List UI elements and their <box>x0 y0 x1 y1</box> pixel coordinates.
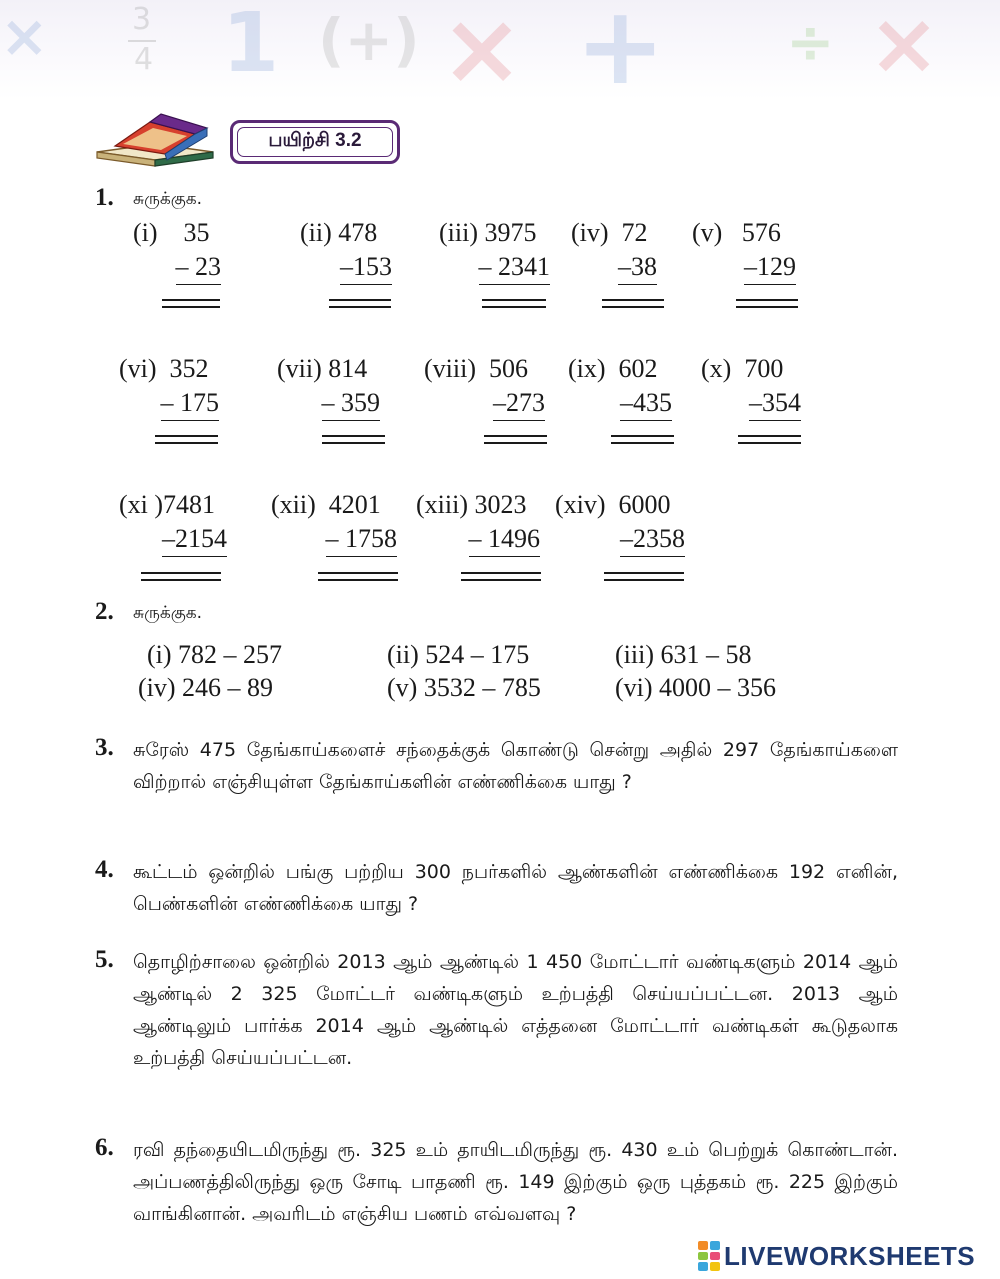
subtraction-problem <box>555 488 685 557</box>
expression-tag: (ii) <box>387 640 419 669</box>
banner-symbol: (+) <box>318 6 420 74</box>
problem-tag: (ix) <box>568 354 606 383</box>
problem-subtrahend: – 359 <box>322 386 381 421</box>
problem-minuend: 602 <box>618 354 658 383</box>
problem-minuend: 7481 <box>163 490 216 519</box>
expression-tag: (iii) <box>615 640 654 669</box>
problem-tag: (vi) <box>119 354 157 383</box>
exercise-badge <box>230 120 400 164</box>
problem-subtrahend: –129 <box>744 250 796 285</box>
expression-tag: (v) <box>387 673 418 702</box>
problem-subtrahend: – 2341 <box>479 250 551 285</box>
word-problem-text: சுரேஸ் 475 தேங்காய்களைச் சந்தைக்குக் கொண்டு சென்று அதில் 297 தேங்காய்களை விற்றால் எஞ்சியுள்ள தேங்காய்களின் எண்ணிக்கை யாது ? <box>133 739 898 793</box>
problem-tag: (xii) <box>271 490 316 519</box>
problem-minuend: 352 <box>169 354 209 383</box>
subtraction-problem <box>133 216 221 285</box>
expression-tag: (vi) <box>615 673 653 702</box>
subtraction-problem <box>416 488 540 557</box>
expression-item <box>615 640 752 670</box>
problem-minuend: 3975 <box>484 218 537 247</box>
answer-line <box>155 435 218 444</box>
subtraction-problem <box>271 488 397 557</box>
banner-symbol: × <box>868 0 941 94</box>
problem-tag: (xiv) <box>555 490 606 519</box>
subtraction-problem <box>424 352 545 421</box>
subtraction-problem <box>300 216 392 285</box>
problem-minuend: 478 <box>338 218 378 247</box>
problem-minuend: 506 <box>489 354 528 383</box>
problem-subtrahend: –2358 <box>620 522 685 557</box>
answer-line <box>604 572 684 581</box>
answer-line <box>329 299 391 308</box>
subtraction-problem <box>439 216 550 285</box>
answer-line <box>162 299 220 308</box>
banner-symbol: + <box>575 0 666 100</box>
question-number: 3. <box>95 734 114 761</box>
banner-symbol: × <box>440 0 524 100</box>
problem-minuend: 35 <box>183 218 210 247</box>
problem-tag: (iv) <box>571 218 609 247</box>
banner-symbol: ÷ <box>786 8 835 76</box>
problem-subtrahend: –435 <box>620 386 672 421</box>
answer-line <box>484 435 547 444</box>
expression: 782 – 257 <box>178 640 283 669</box>
subtraction-problem <box>277 352 380 421</box>
problem-subtrahend: –38 <box>618 250 657 285</box>
problem-tag: (viii) <box>424 354 476 383</box>
problem-tag: (xiii) <box>416 490 468 519</box>
decorative-banner <box>0 0 1000 100</box>
math-symbols-icon: × <box>0 2 49 70</box>
expression: 4000 – 356 <box>659 673 777 702</box>
question-number: 6. <box>95 1134 114 1161</box>
problem-minuend: 72 <box>621 218 648 247</box>
answer-line <box>141 572 221 581</box>
fraction-bottom: 4 <box>134 42 154 77</box>
expression-item <box>147 640 282 670</box>
question-number: 2. <box>95 598 114 625</box>
problem-subtrahend: –273 <box>493 386 545 421</box>
expression-item <box>387 640 529 670</box>
answer-line <box>482 299 546 308</box>
exercise-badge-label: பயிற்சி 3.2 <box>237 127 393 157</box>
problem-subtrahend: – 23 <box>176 250 222 285</box>
books-icon <box>95 110 215 170</box>
problem-tag: (iii) <box>439 218 478 247</box>
answer-line <box>738 435 801 444</box>
question-number: 5. <box>95 946 114 973</box>
question-instruction: சுருக்குக. <box>133 603 203 623</box>
expression-tag: (iv) <box>138 673 176 702</box>
problem-subtrahend: –153 <box>340 250 392 285</box>
word-problem-text: தொழிற்சாலை ஒன்றில் 2013 ஆம் ஆண்டில் 1 450 மோட்டார் வண்டிகளும் 2014 ஆம் ஆண்டில் 2 325 மோட்டர் வண்டிகளும் உற்பத்தி செய்யப்பட்டன. 2013 ஆம் ஆண்டிலும் பார்க்க 2014 ஆம் ஆண்டில் எத்தனை மோட்டார் வண்டிகள் கூடுதலாக உற்பத்தி செய்யப்பட்டன. <box>133 951 898 1069</box>
question-number: 4. <box>95 856 114 883</box>
subtraction-problem <box>692 216 796 285</box>
subtraction-problem <box>571 216 657 285</box>
expression-item <box>138 673 273 703</box>
expression: 3532 – 785 <box>423 673 541 702</box>
answer-line <box>602 299 664 308</box>
problem-subtrahend: – 1496 <box>469 522 541 557</box>
answer-line <box>318 572 398 581</box>
expression: 631 – 58 <box>660 640 752 669</box>
subtraction-problem <box>568 352 672 421</box>
problem-tag: (v) <box>692 218 723 247</box>
logo-text: LIVEWORKSHEETS <box>724 1240 976 1271</box>
question-number: 1. <box>95 184 114 211</box>
problem-tag: (x) <box>701 354 732 383</box>
problem-minuend: 4201 <box>328 490 381 519</box>
problem-minuend: 3023 <box>474 490 527 519</box>
expression-item <box>387 673 541 703</box>
problem-subtrahend: –2154 <box>162 522 227 557</box>
problem-minuend: 700 <box>744 354 784 383</box>
liveworksheets-logo-icon <box>698 1241 720 1271</box>
problem-tag: (ii) <box>300 218 332 247</box>
subtraction-problem <box>701 352 801 421</box>
fraction-top: 3 <box>132 2 152 37</box>
subtraction-problem <box>119 352 219 421</box>
problem-tag: (vii) <box>277 354 322 383</box>
answer-line <box>322 435 385 444</box>
liveworksheets-logo <box>698 1236 975 1276</box>
problem-subtrahend: –354 <box>749 386 801 421</box>
answer-line <box>461 572 541 581</box>
problem-tag: (xi ) <box>119 490 164 519</box>
word-problem-text: ரவி தந்தையிடமிருந்து ரூ. 325 உம் தாயிடமிருந்து ரூ. 430 உம் பெற்றுக் கொண்டான். அப்பணத்திலிருந்து ஒரு சோடி பாதணி ரூ. 149 இற்கும் ஒரு புத்தகம் ரூ. 225 இற்கும் வாங்கினான். அவரிடம் எஞ்சிய பணம் எவ்வளவு ? <box>133 1139 898 1225</box>
problem-tag: (i) <box>133 218 158 247</box>
question-instruction: சுருக்குக. <box>133 189 203 209</box>
expression: 246 – 89 <box>182 673 274 702</box>
answer-line <box>736 299 798 308</box>
word-problem-text: கூட்டம் ஒன்றில் பங்கு பற்றிய 300 நபர்களில் ஆண்களின் எண்ணிக்கை 192 எனின், பெண்களின் எண்ணிக்கை யாது ? <box>133 861 898 915</box>
expression: 524 – 175 <box>425 640 530 669</box>
banner-symbol: 1 <box>222 0 280 91</box>
subtraction-problem <box>119 488 227 557</box>
problem-minuend: 814 <box>328 354 368 383</box>
expression-item <box>615 673 776 703</box>
problem-subtrahend: – 1758 <box>326 522 398 557</box>
problem-minuend: 576 <box>741 218 781 247</box>
expression-tag: (i) <box>147 640 172 669</box>
problem-minuend: 6000 <box>618 490 671 519</box>
answer-line <box>611 435 674 444</box>
problem-subtrahend: – 175 <box>161 386 220 421</box>
